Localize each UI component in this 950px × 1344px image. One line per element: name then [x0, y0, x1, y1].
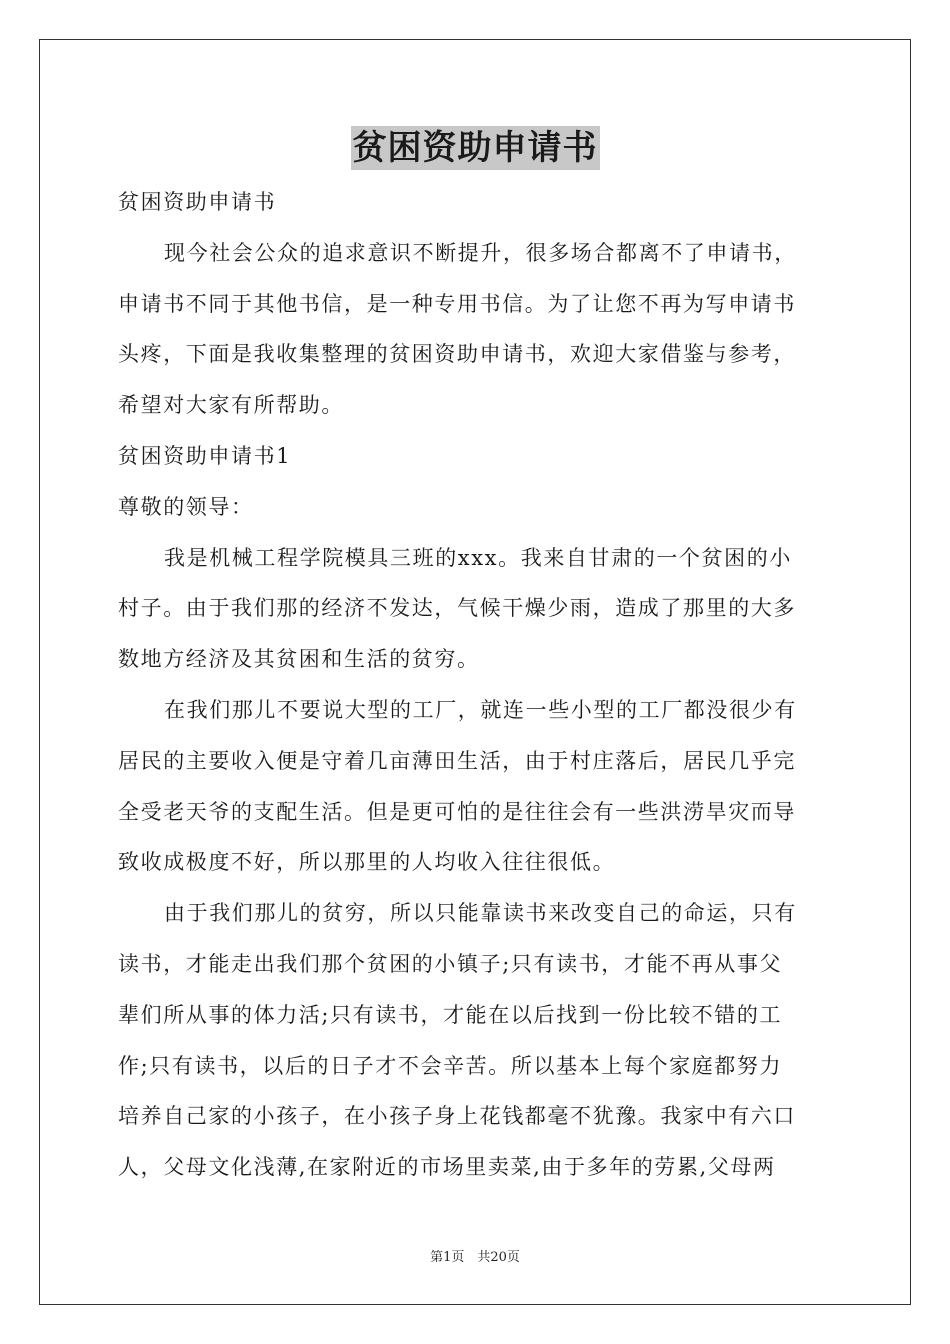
page-footer: 第1页 共20页 — [430, 1250, 520, 1265]
text-line: 读书，才能走出我们那个贫困的小镇子;只有读书，才能不再从事父 — [118, 951, 783, 976]
text-line: 申请书不同于其他书信，是一种专用书信。为了让您不再为写申请书 — [118, 291, 796, 316]
text-line: 人，父母文化浅薄,在家附近的市场里卖菜,由于多年的劳累,父母两 — [118, 1155, 776, 1180]
text-line: 全受老天爷的支配生活。但是更可怕的是往往会有一些洪涝旱灾而导 — [118, 799, 796, 824]
document-body — [118, 177, 838, 1193]
text-line: 数地方经济及其贫困和生活的贫穷。 — [118, 647, 480, 672]
text-line: 由于我们那儿的贫穷，所以只能靠读书来改变自己的命运，只有 — [164, 901, 797, 926]
text-line: 辈们所从事的体力活;只有读书，才能在以后找到一份比较不错的工 — [118, 1002, 783, 1027]
text-line: 致收成极度不好，所以那里的人均收入往往很低。 — [118, 850, 616, 875]
document-title — [0, 126, 950, 170]
text-line: 贫困资助申请书1 — [118, 443, 292, 468]
text-line: 头疼，下面是我收集整理的贫困资助申请书，欢迎大家借鉴与参考， — [118, 342, 796, 367]
text-line: 现今社会公众的追求意识不断提升，很多场合都离不了申请书， — [164, 240, 797, 265]
text-line: 作;只有读书，以后的日子才不会辛苦。所以基本上每个家庭都努力 — [118, 1053, 783, 1078]
text-line: 居民的主要收入便是守着几亩薄田生活，由于村庄落后，居民几乎完 — [118, 748, 796, 773]
document-title-text: 贫困资助申请书 — [352, 128, 598, 168]
text-line: 村子。由于我们那的经济不发达，气候干燥少雨，造成了那里的大多 — [118, 596, 796, 621]
text-line: 培养自己家的小孩子，在小孩子身上花钱都毫不犹豫。我家中有六口 — [118, 1104, 796, 1129]
text-line: 在我们那儿不要说大型的工厂，就连一些小型的工厂都没很少有 — [164, 697, 797, 722]
text-line: 尊敬的领导： — [118, 494, 254, 519]
text-line: 我是机械工程学院模具三班的xxx。我来自甘肃的一个贫困的小 — [164, 545, 792, 570]
text-line: 希望对大家有所帮助。 — [118, 393, 344, 418]
text-line: 贫困资助申请书 — [118, 190, 277, 214]
